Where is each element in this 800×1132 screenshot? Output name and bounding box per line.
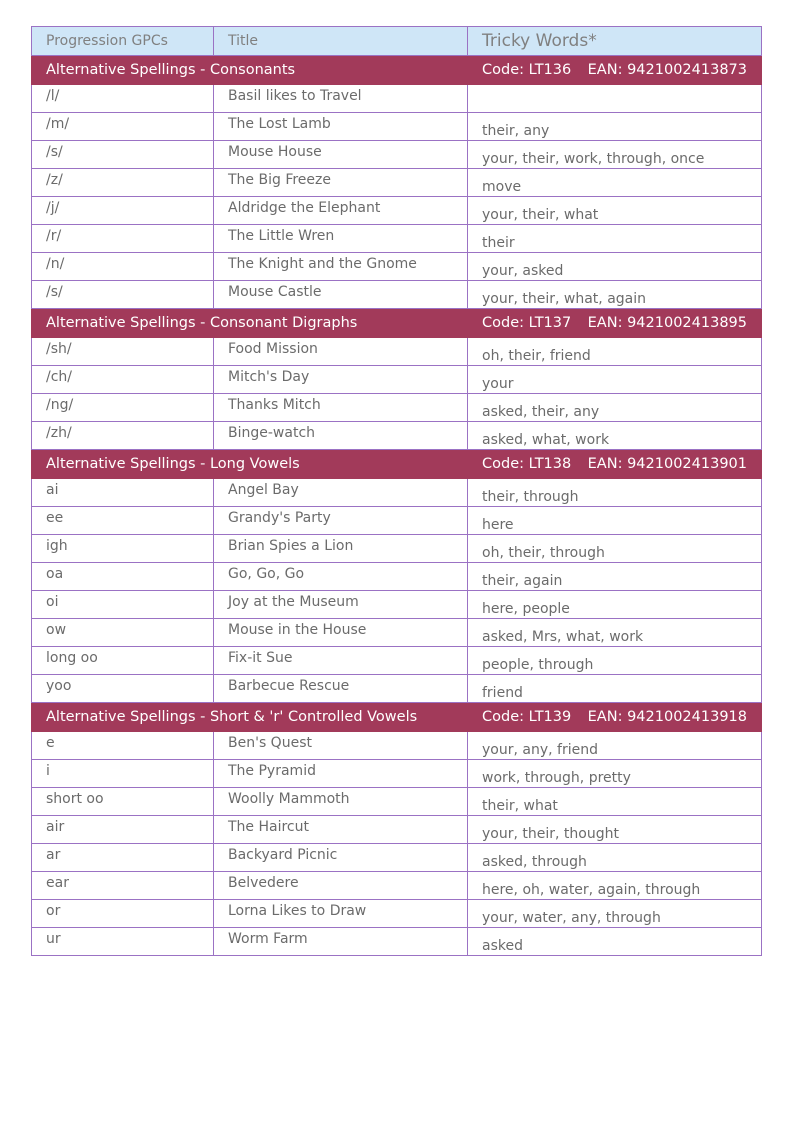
header-progression-gpcs: Progression GPCs [32, 27, 214, 56]
book-title-cell: Thanks Mitch [214, 394, 468, 422]
table-row [32, 928, 762, 956]
table-row [32, 732, 762, 760]
table-row [32, 141, 762, 169]
book-title-cell: The Big Freeze [214, 169, 468, 197]
tricky-words-cell: asked, through [468, 844, 762, 872]
product-code: Code: LT139 [482, 709, 572, 725]
tricky-words-cell: here, oh, water, again, through [468, 872, 762, 900]
table-row [32, 197, 762, 225]
table-row [32, 619, 762, 647]
tricky-words-cell: your [468, 366, 762, 394]
section-code-cell [468, 56, 762, 85]
gpc-cell: /z/ [32, 169, 214, 197]
gpc-cell: /zh/ [32, 422, 214, 450]
product-code: Code: LT137 [482, 315, 572, 331]
tricky-words-cell: your, their, what, again [468, 281, 762, 309]
table-row [32, 844, 762, 872]
gpc-cell: /m/ [32, 113, 214, 141]
header-tricky-words: Tricky Words* [468, 27, 762, 56]
book-title-cell: The Knight and the Gnome [214, 253, 468, 281]
section-code-cell [468, 450, 762, 479]
book-title-cell: Mitch's Day [214, 366, 468, 394]
tricky-words-cell: asked [468, 928, 762, 956]
ean-number: EAN: 9421002413918 [587, 709, 747, 725]
tricky-words-cell: your, asked [468, 253, 762, 281]
gpc-cell: igh [32, 535, 214, 563]
book-title-cell: Lorna Likes to Draw [214, 900, 468, 928]
section-code-cell [468, 309, 762, 338]
tricky-words-cell: their, again [468, 563, 762, 591]
ean-number: EAN: 9421002413901 [587, 456, 747, 472]
table-row [32, 900, 762, 928]
ean-number: EAN: 9421002413895 [587, 315, 747, 331]
book-title-cell: Mouse House [214, 141, 468, 169]
book-title-cell: The Little Wren [214, 225, 468, 253]
gpc-cell: /sh/ [32, 338, 214, 366]
gpc-cell: or [32, 900, 214, 928]
table-row [32, 788, 762, 816]
gpc-cell: e [32, 732, 214, 760]
table-row [32, 85, 762, 113]
gpc-cell: /s/ [32, 281, 214, 309]
book-title-cell: Backyard Picnic [214, 844, 468, 872]
tricky-words-cell: your, their, thought [468, 816, 762, 844]
gpc-cell: /l/ [32, 85, 214, 113]
table-row [32, 366, 762, 394]
section-title: Alternative Spellings - Consonants [32, 56, 468, 85]
section-header-row [32, 703, 762, 732]
gpc-cell: ur [32, 928, 214, 956]
gpc-cell: yoo [32, 675, 214, 703]
tricky-words-cell: your, their, what [468, 197, 762, 225]
tricky-words-cell: here [468, 507, 762, 535]
book-title-cell: Grandy's Party [214, 507, 468, 535]
gpc-cell: ear [32, 872, 214, 900]
book-title-cell: Go, Go, Go [214, 563, 468, 591]
book-title-cell: The Lost Lamb [214, 113, 468, 141]
gpc-cell: ar [32, 844, 214, 872]
table-row [32, 563, 762, 591]
table-row [32, 225, 762, 253]
section-title: Alternative Spellings - Long Vowels [32, 450, 468, 479]
table-row [32, 507, 762, 535]
tricky-words-cell: their [468, 225, 762, 253]
section-code-cell [468, 703, 762, 732]
table-row [32, 479, 762, 507]
header-title: Title [214, 27, 468, 56]
tricky-words-cell: move [468, 169, 762, 197]
book-title-cell: Joy at the Museum [214, 591, 468, 619]
table-header-row [32, 27, 762, 56]
tricky-words-cell: your, their, work, through, once [468, 141, 762, 169]
tricky-words-cell: their, any [468, 113, 762, 141]
product-code: Code: LT138 [482, 456, 572, 472]
tricky-words-cell: their, what [468, 788, 762, 816]
book-title-cell: Binge-watch [214, 422, 468, 450]
section-header-row [32, 56, 762, 85]
gpc-cell: /ch/ [32, 366, 214, 394]
book-title-cell: Aldridge the Elephant [214, 197, 468, 225]
book-title-cell: Worm Farm [214, 928, 468, 956]
table-row [32, 169, 762, 197]
table-row [32, 872, 762, 900]
table-row [32, 253, 762, 281]
book-title-cell: Ben's Quest [214, 732, 468, 760]
table-row [32, 422, 762, 450]
tricky-words-cell: their, through [468, 479, 762, 507]
table-row [32, 394, 762, 422]
book-title-cell: Mouse in the House [214, 619, 468, 647]
tricky-words-cell: here, people [468, 591, 762, 619]
book-title-cell: Brian Spies a Lion [214, 535, 468, 563]
gpc-cell: /j/ [32, 197, 214, 225]
section-header-row [32, 309, 762, 338]
gpc-cell: short oo [32, 788, 214, 816]
table-row [32, 647, 762, 675]
tricky-words-cell: your, any, friend [468, 732, 762, 760]
gpc-cell: /r/ [32, 225, 214, 253]
book-title-cell: Belvedere [214, 872, 468, 900]
book-list-sheet [31, 26, 761, 956]
tricky-words-cell: asked, Mrs, what, work [468, 619, 762, 647]
gpc-cell: long oo [32, 647, 214, 675]
book-progression-table [31, 26, 762, 956]
book-title-cell: Barbecue Rescue [214, 675, 468, 703]
gpc-cell: ow [32, 619, 214, 647]
book-title-cell: Angel Bay [214, 479, 468, 507]
gpc-cell: air [32, 816, 214, 844]
table-body [32, 56, 762, 956]
section-title: Alternative Spellings - Consonant Digraphs [32, 309, 468, 338]
gpc-cell: /s/ [32, 141, 214, 169]
tricky-words-cell [468, 85, 762, 113]
tricky-words-cell: asked, their, any [468, 394, 762, 422]
tricky-words-cell: oh, their, through [468, 535, 762, 563]
table-row [32, 591, 762, 619]
tricky-words-cell: work, through, pretty [468, 760, 762, 788]
gpc-cell: oa [32, 563, 214, 591]
tricky-words-cell: friend [468, 675, 762, 703]
section-header-row [32, 450, 762, 479]
book-title-cell: The Pyramid [214, 760, 468, 788]
gpc-cell: i [32, 760, 214, 788]
tricky-words-cell: your, water, any, through [468, 900, 762, 928]
book-title-cell: Basil likes to Travel [214, 85, 468, 113]
book-title-cell: Woolly Mammoth [214, 788, 468, 816]
ean-number: EAN: 9421002413873 [587, 62, 747, 78]
table-row [32, 338, 762, 366]
book-title-cell: The Haircut [214, 816, 468, 844]
table-row [32, 760, 762, 788]
tricky-words-cell: asked, what, work [468, 422, 762, 450]
table-row [32, 113, 762, 141]
table-row [32, 675, 762, 703]
tricky-words-cell: oh, their, friend [468, 338, 762, 366]
product-code: Code: LT136 [482, 62, 572, 78]
table-row [32, 816, 762, 844]
book-title-cell: Fix-it Sue [214, 647, 468, 675]
table-row [32, 535, 762, 563]
gpc-cell: ai [32, 479, 214, 507]
book-title-cell: Food Mission [214, 338, 468, 366]
tricky-words-cell: people, through [468, 647, 762, 675]
book-title-cell: Mouse Castle [214, 281, 468, 309]
gpc-cell: /n/ [32, 253, 214, 281]
gpc-cell: oi [32, 591, 214, 619]
gpc-cell: /ng/ [32, 394, 214, 422]
section-title: Alternative Spellings - Short & 'r' Controlled Vowels [32, 703, 468, 732]
table-row [32, 281, 762, 309]
gpc-cell: ee [32, 507, 214, 535]
